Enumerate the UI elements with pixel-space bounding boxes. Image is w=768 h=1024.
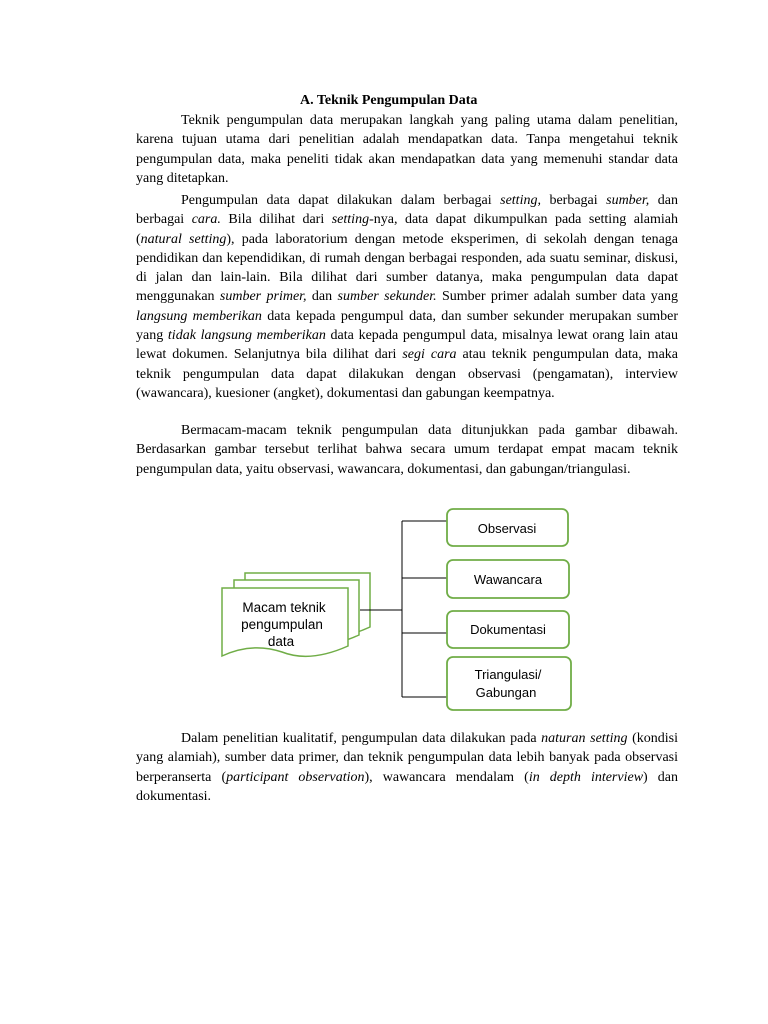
paragraph-qualitative [136, 729, 678, 806]
p2-segment: sumber sekunder. [337, 289, 437, 305]
p2-segment: cara. [191, 212, 221, 228]
p2-segment: langsung memberikan [136, 308, 262, 324]
p3-segment: Bermacam-macam teknik pengumpulan data ditunjukkan pada gambar dibawah. Berdasarkan gambar tersebut terlihat bahwa secara umum terdapat empat macam teknik pengumpulan data, yaitu observasi, wawancara, dokumentasi, dan gabungan/triangulasi. [136, 423, 678, 477]
p2-segment: data kepada pengumpul data, dan sumber sekunder merupakan sumber yang [136, 308, 678, 344]
p2-segment: segi cara [402, 347, 457, 363]
source-label-line1: Macam teknik [242, 600, 326, 615]
source-label-line3: data [267, 634, 295, 649]
p2-segment: Bila dilihat dari [220, 212, 332, 228]
p4-segment: ), wawancara mendalam ( [364, 769, 529, 785]
observasi-label: Observasi [477, 521, 537, 536]
section-heading: A. Teknik Pengumpulan Data [300, 93, 478, 108]
p2-segment: Sumber primer adalah sumber data yang [436, 289, 679, 305]
p4-segment: Dalam penelitian kualitatif, pengumpulan data dilakukan pada [181, 731, 542, 746]
triangulasi-label-line1: Triangulasi/ [474, 667, 542, 682]
p2-segment: atau teknik pengumpulan data, maka teknik pengumpulan data dapat dilakukan dengan observasi (pengamatan), interview (wawancara), kuesioner (angket), dokumentasi dan gabungan keempatnya. [136, 347, 679, 401]
dokumentasi-label: Dokumentasi [470, 622, 546, 637]
p1-segment: Teknik pengumpulan data merupakan langkah yang paling utama dalam penelitian, karena tujuan utama dari penelitian adalah mendapatkan data. Tanpa mengetahui teknik pengumpulan data, maka peneliti tidak akan mendapatkan data yang memenuhi standar data yang ditetapkan. [136, 113, 678, 186]
p2-segment: dan berbagai [136, 193, 678, 228]
p4-segment: (kondisi yang alamiah), sumber data primer, dan teknik pengumpulan data lebih banyak pada observasi berperanserta ( [136, 731, 679, 785]
p2-segment: Pengumpulan data dapat dilakukan dalam berbagai [181, 193, 501, 208]
wawancara-label: Wawancara [473, 572, 543, 587]
p2-segment: -nya, data dapat dikumpulkan pada setting alamiah ( [136, 212, 679, 247]
p4-segment: participant observation [226, 769, 365, 785]
triangulasi-label-line2: Gabungan [475, 685, 537, 700]
p4-segment: ) dan dokumentasi. [136, 769, 678, 804]
p4-segment: in depth interview [528, 769, 644, 785]
p2-segment: natural setting [140, 231, 227, 247]
triangulasi-box [447, 657, 571, 710]
p2-segment: tidak langsung memberikan [167, 328, 326, 344]
p2-segment: ), pada laboratorium dengan metode eksperimen, di sekolah dengan tenaga pendidikan dan kependidikan, di rumah dengan berbagai responden, ada suatu seminar, diskusi, di jalan dan lain-lain. Bila dilihat dari sumber datanya, maka pengumpulan data dapat menggunakan [136, 231, 678, 305]
p2-segment: berbagai [540, 193, 607, 208]
p2-segment: sumber primer, [219, 289, 307, 305]
p2-segment: setting, [500, 193, 541, 208]
p2-segment: data kepada pengumpul data, misalnya lewat orang lain atau lewat dokumen. Selanjutnya bila dilihat dari [136, 328, 678, 363]
p4-segment: naturan setting [541, 731, 628, 746]
p2-segment: dan [306, 289, 338, 305]
p2-segment: sumber, [606, 193, 650, 208]
source-label-line2: pengumpulan [241, 617, 323, 632]
p2-segment: setting [331, 212, 370, 228]
